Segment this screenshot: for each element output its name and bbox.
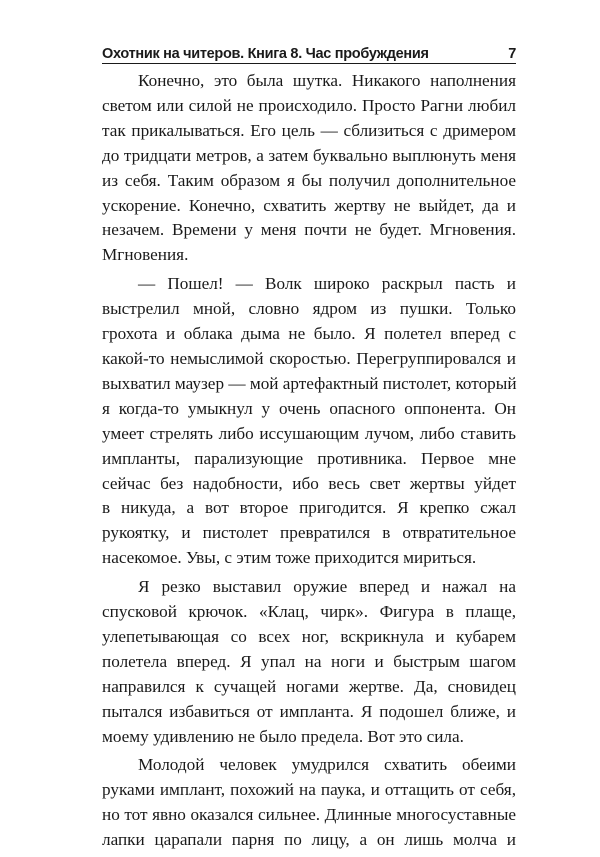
paragraph <box>102 575 516 749</box>
text-line: моему удивлению не было предела. Вот это сила. <box>102 726 464 746</box>
text-line: умеет стрелять либо иссушающим лучом, либо ставить <box>102 423 516 443</box>
page-number: 7 <box>508 46 516 62</box>
paragraph <box>102 753 516 853</box>
text-line: Молодой человек умудрился схватить обеими <box>138 755 516 775</box>
text-line: Мгновения. <box>102 245 189 265</box>
text-line: до тридцати метров, а затем буквально выплюнуть меня <box>102 145 516 165</box>
text-line: выхватил маузер — мой артефактный пистолет, который <box>102 373 517 393</box>
text-line: — Пошел! — Волк широко раскрыл пасть и <box>138 274 516 294</box>
text-line: спусковой крючок. «Клац, чирк». Фигура в плаще, <box>102 602 516 622</box>
text-line: грохота и облака дыма не было. Я полетел вперед с <box>102 324 516 344</box>
header-rule <box>102 63 516 64</box>
text-line: импланты, парализующие противника. Первое мне <box>102 448 516 468</box>
text-line: полетела вперед. Я упал на ноги и быстрым шагом <box>102 651 516 671</box>
body-text <box>102 69 516 857</box>
paragraph <box>102 272 516 571</box>
text-line: незачем. Времени у меня почти не будет. Мгновения. <box>102 220 516 240</box>
text-line: улепетывающая со всех ног, вскрикнула и кубарем <box>102 626 516 646</box>
text-line: руками имплант, похожий на паука, и оттащить от себя, <box>102 780 516 800</box>
text-line: ускорение. Конечно, схватить жертву не выйдет, да и <box>102 195 516 215</box>
text-line: направился к сучащей ногами жертве. Да, сновидец <box>102 676 516 696</box>
text-line: насекомое. Увы, с этим тоже приходится мириться. <box>102 548 477 568</box>
text-line: светом или силой не происходило. Просто Рагни любил <box>102 95 516 115</box>
text-line: из себя. Таким образом я бы получил дополнительное <box>102 170 516 190</box>
text-line: в никуда, а вот второе пригодится. Я крепко сжал <box>102 498 516 518</box>
text-line: выстрелил мной, словно ядром из пушки. Только <box>102 299 516 319</box>
text-line: сейчас без надобности, ибо весь свет жертвы уйдет <box>102 473 516 493</box>
paragraph <box>102 69 516 268</box>
text-line: лапки царапали парня по лицу, а он лишь молча и <box>102 830 516 850</box>
text-line: какой-то немыслимой скоростью. Перегруппировался и <box>102 348 516 368</box>
text-line: рукоятку, и пистолет превратился в отвратительное <box>102 523 516 543</box>
text-line: но тот явно оказался сильнее. Длинные многосуставные <box>102 805 516 825</box>
text-line: Я резко выставил оружие вперед и нажал на <box>138 577 516 597</box>
running-head <box>102 42 516 62</box>
text-line: так прикалываться. Его цель — сблизиться с дримером <box>102 120 516 140</box>
text-line: Конечно, это была шутка. Никакого наполнения <box>138 71 516 90</box>
text-line: я когда-то умыкнул у очень опасного оппонента. Он <box>102 398 516 418</box>
book-title: Охотник на читеров. Книга 8. Час пробуждения <box>102 46 429 62</box>
text-line: пытался избавиться от импланта. Я подошел ближе, и <box>102 701 516 721</box>
